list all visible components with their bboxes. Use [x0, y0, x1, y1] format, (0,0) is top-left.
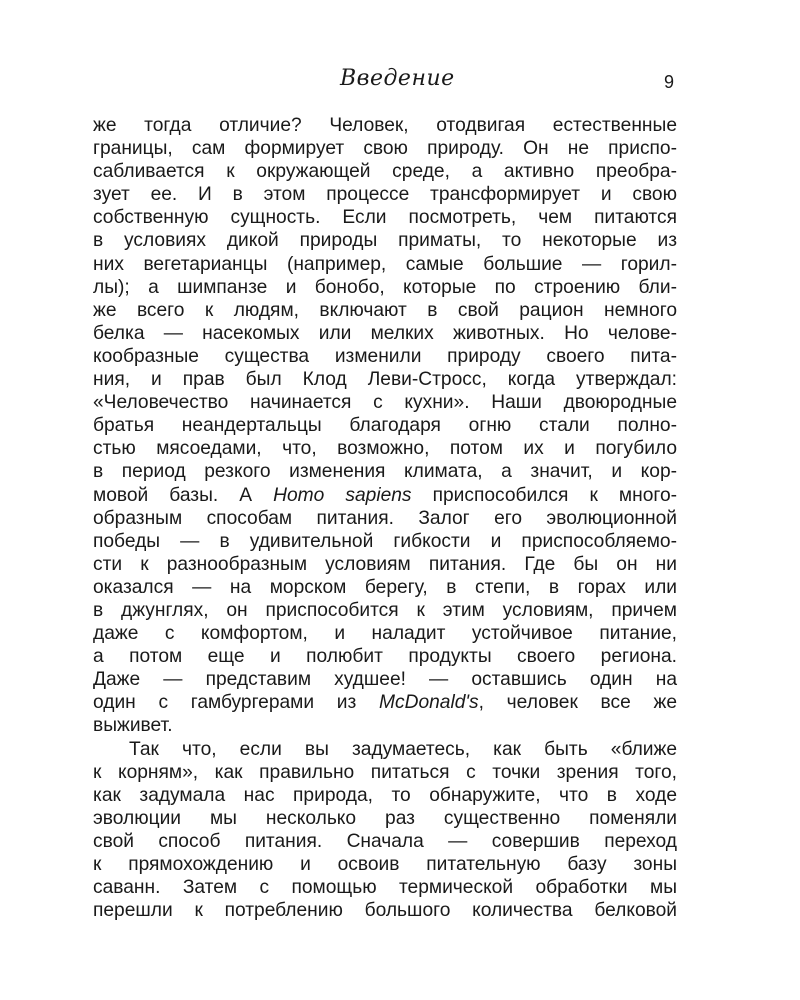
text-line: Даже — представим худшее! — оставшись один на: [93, 669, 677, 691]
text-line: в джунглях, он приспособится к этим условиям, причем: [93, 599, 677, 621]
text-line: [93, 691, 677, 714]
text-line: ния, и прав был Клод Леви-Стросс, когда утверждал:: [93, 369, 677, 391]
text-line: образным способам питания. Залог его эволюционной: [93, 507, 677, 529]
body-text: [93, 114, 677, 922]
text-line: же всего к людям, включают в свой рацион немного: [93, 299, 677, 321]
text-line: в условиях дикой природы приматы, то некоторые из: [93, 230, 677, 252]
text-line: границы, сам формирует свою природу. Он не приспо-: [93, 138, 677, 160]
text-line: собственную сущность. Если посмотреть, чем питаются: [93, 207, 677, 229]
page-number: 9: [664, 72, 675, 92]
text-line: братья неандертальцы благодаря огню стали полно-: [93, 415, 677, 437]
text-segment: , человек все же: [478, 692, 677, 714]
text-line: белка — насекомых или мелких животных. Но челове-: [93, 322, 677, 344]
text-line: Так что, если вы задумаетесь, как быть «ближе: [129, 738, 677, 760]
text-line: даже с комфортом, и наладит устойчивое питание,: [93, 623, 677, 645]
text-line: победы — в удивительной гибкости и приспособляемо-: [93, 530, 677, 552]
text-line: свой способ питания. Сначала — совершив переход: [93, 830, 677, 852]
text-line: «Человечество начинается с кухни». Наши двоюродные: [93, 392, 677, 414]
italic-term: McDonald's: [379, 692, 479, 714]
text-line: оказался — на морском берегу, в степи, в горах или: [93, 576, 677, 598]
text-line: сабливается к окружающей среде, а активно преобра-: [93, 161, 677, 183]
text-line: а потом еще и полюбит продукты своего региона.: [93, 646, 677, 668]
text-line: эволюции мы несколько раз существенно поменяли: [93, 807, 677, 829]
text-line: саванн. Затем с помощью термической обработки мы: [93, 877, 677, 899]
text-line: [93, 484, 677, 507]
text-line: перешли к потреблению большого количества белковой: [93, 900, 677, 922]
text-segment: один с гамбургерами из: [93, 692, 380, 714]
text-segment: мовой базы. А: [93, 484, 274, 506]
text-line: к прямохождению и освоив питательную базу зоны: [93, 854, 677, 875]
text-line: в период резкого изменения климата, а значит, и кор-: [93, 461, 677, 483]
text-line: сти к разнообразным условиям питания. Где бы он ни: [93, 553, 677, 575]
chapter-title: Введение: [340, 66, 455, 91]
text-line: стью мясоедами, что, возможно, потом их и погубило: [93, 438, 677, 460]
text-line: кообразные существа изменили природу своего пита-: [93, 345, 677, 367]
text-line: к корням», как правильно питаться с точки зрения того,: [93, 761, 677, 783]
text-line: как задумала нас природа, то обнаружите, что в ходе: [93, 784, 677, 806]
text-segment: приспособился к много-: [411, 484, 678, 506]
text-line: них вегетарианцы (например, самые большие — горил-: [93, 253, 677, 275]
text-line: лы); а шимпанзе и бонобо, которые по строению бли-: [93, 276, 677, 298]
italic-term: Homo sapiens: [273, 484, 412, 506]
text-line: зует ее. И в этом процессе трансформирует и свою: [93, 184, 677, 206]
text-line: выживет.: [93, 715, 173, 737]
text-line: же тогда отличие? Человек, отодвигая естественные: [93, 115, 677, 136]
